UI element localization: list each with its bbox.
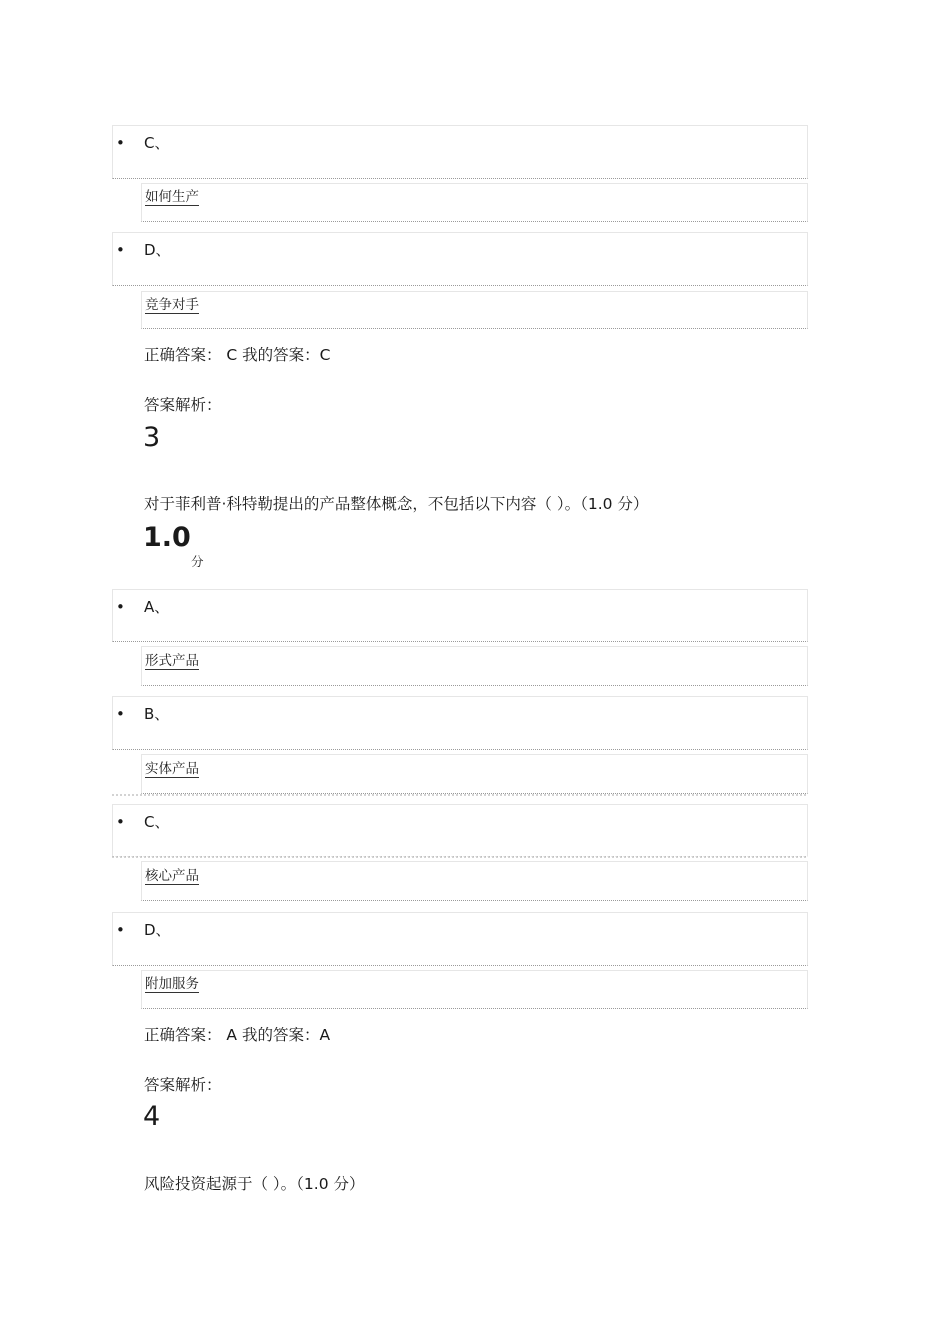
option-text: 核心产品 [145, 868, 199, 884]
option-row-d[interactable] [112, 232, 808, 286]
bullet: • [116, 705, 125, 723]
option-letter: B、 [144, 705, 170, 723]
score-value: 1.0 [143, 522, 191, 553]
option-letter: D、 [144, 921, 171, 939]
option-text-box [141, 970, 808, 1009]
option-row-c[interactable] [112, 804, 808, 857]
scan-noise-line [112, 856, 808, 858]
option-text-box [141, 183, 808, 222]
option-row-a[interactable] [112, 589, 808, 642]
option-text-box [141, 861, 808, 901]
question-number: 3 [143, 422, 161, 453]
option-text: 形式产品 [145, 653, 199, 669]
scan-noise-line [112, 794, 808, 796]
option-letter: D、 [144, 241, 171, 259]
option-text-box [141, 646, 808, 686]
bullet: • [116, 598, 125, 616]
question-text: 风险投资起源于（ ）。（1.0 分） [144, 1175, 365, 1193]
bullet: • [116, 134, 125, 152]
option-letter: C、 [144, 134, 170, 152]
option-text: 实体产品 [145, 761, 199, 777]
option-letter: A、 [144, 598, 170, 616]
option-row-c[interactable] [112, 125, 808, 179]
option-text: 附加服务 [145, 976, 199, 992]
correct-answer-line: 正确答案： A 我的答案：A [144, 1026, 331, 1044]
score-unit: 分 [191, 554, 204, 569]
analysis-label: 答案解析： [144, 1076, 222, 1094]
option-row-d[interactable] [112, 912, 808, 966]
option-row-b[interactable] [112, 696, 808, 750]
option-text: 如何生产 [145, 189, 199, 205]
bullet: • [116, 241, 125, 259]
bullet: • [116, 921, 125, 939]
correct-answer-line: 正确答案： C 我的答案：C [144, 346, 331, 364]
option-text-box [141, 291, 808, 329]
option-text-box [141, 754, 808, 794]
analysis-label: 答案解析： [144, 396, 222, 414]
question-text: 对于菲利普·科特勒提出的产品整体概念，不包括以下内容（ ）。（1.0 分） [144, 495, 649, 513]
bullet: • [116, 813, 125, 831]
option-letter: C、 [144, 813, 170, 831]
question-number: 4 [143, 1101, 161, 1132]
option-text: 竞争对手 [145, 297, 199, 313]
